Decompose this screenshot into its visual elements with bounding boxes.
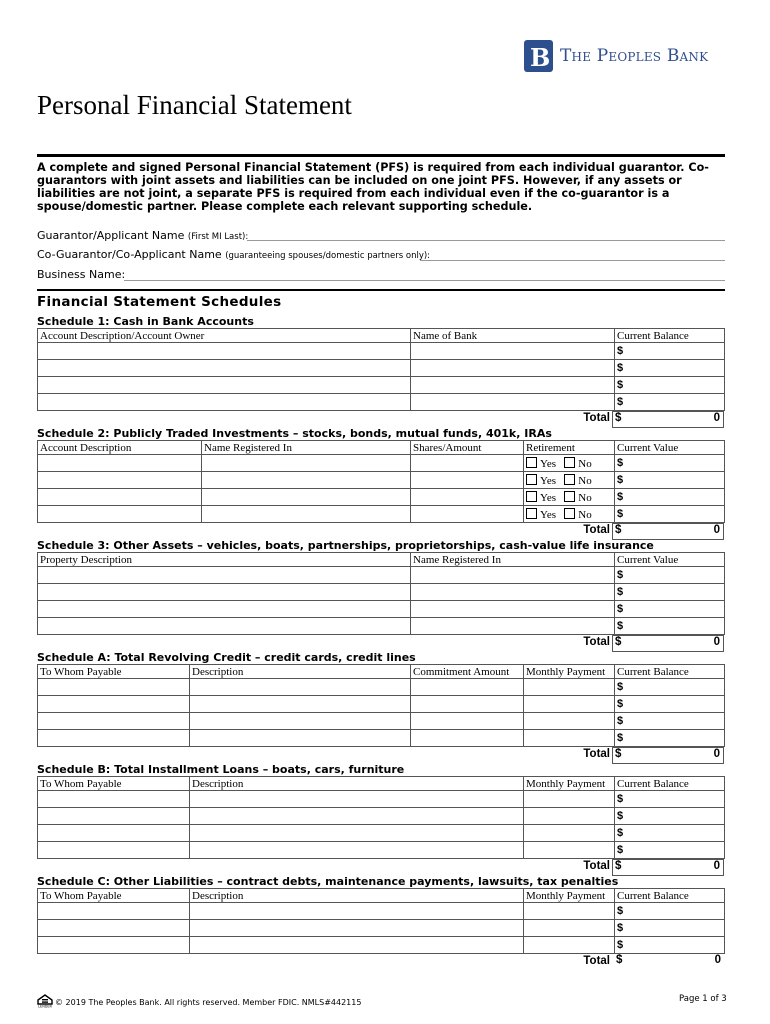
retirement-checkboxes[interactable]: Yes No <box>524 506 615 523</box>
column-header: Account Description <box>38 441 202 455</box>
schedule-a-table <box>37 664 724 763</box>
column-header: Account Description/Account Owner <box>38 329 411 343</box>
schedules-heading: Financial Statement Schedules <box>37 294 282 310</box>
table-row[interactable]: $ <box>38 730 725 747</box>
no-checkbox[interactable] <box>564 491 575 502</box>
schedule-3-table <box>37 552 724 651</box>
column-header: Current Balance <box>615 777 725 791</box>
table-row[interactable]: Yes No $ <box>38 472 725 489</box>
bank-logo <box>524 40 724 74</box>
no-checkbox[interactable] <box>564 474 575 485</box>
table-row[interactable]: $ <box>38 567 725 584</box>
table-row[interactable]: $ <box>38 920 725 937</box>
svg-text:LENDER: LENDER <box>38 1004 52 1008</box>
schedule-c-total: Total $ 0 <box>583 954 721 967</box>
guarantor-name-input[interactable] <box>247 240 725 241</box>
intro-text: A complete and signed Personal Financial Statement (PFS) is required from each individual guarantor. Co-guarantors with joint assets and liabilities can be included on one joint PFS. However, if any assets or liabilities are not joint, a separate PFS is required from each individual even if the co-guarantor is a spouse/domestic partner. Please complete each relevant supporting schedule. <box>37 161 709 213</box>
yes-checkbox[interactable] <box>526 491 537 502</box>
footer-copyright: LENDER © 2019 The Peoples Bank. All rights reserved. Member FDIC. NMLS#442115 <box>37 994 361 1008</box>
table-row[interactable]: $ <box>38 842 725 859</box>
table-row[interactable]: $ <box>38 343 725 360</box>
table-row[interactable]: $ <box>38 377 725 394</box>
column-header: Commitment Amount <box>411 665 524 679</box>
table-row[interactable]: $ <box>38 713 725 730</box>
business-name-label: Business Name: <box>37 268 126 281</box>
table-row[interactable]: $ <box>38 696 725 713</box>
column-header: Description <box>190 665 411 679</box>
table-row[interactable]: Yes No $ <box>38 489 725 506</box>
bank-logo-mark-icon: B <box>524 40 553 72</box>
column-header: Current Value <box>615 553 725 567</box>
column-header: Description <box>190 777 524 791</box>
no-checkbox[interactable] <box>564 508 575 519</box>
column-header: Current Balance <box>615 329 725 343</box>
retirement-checkboxes[interactable]: Yes No <box>524 489 615 506</box>
table-row[interactable]: $ <box>38 937 725 954</box>
column-header: Retirement <box>524 441 615 455</box>
column-header: Current Value <box>615 441 725 455</box>
table-row[interactable]: Yes No $ <box>38 455 725 472</box>
table-row[interactable]: $ <box>38 584 725 601</box>
equal-housing-lender-icon <box>37 994 53 1008</box>
table-row[interactable]: $ <box>38 618 725 635</box>
column-header: Shares/Amount <box>411 441 524 455</box>
title-divider <box>37 154 725 157</box>
page-number: Page 1 of 3 <box>679 994 727 1004</box>
bank-name: The Peoples Bank <box>560 46 709 66</box>
column-header: Current Balance <box>615 889 725 903</box>
schedule-c-title: Schedule C: Other Liabilities – contract debts, maintenance payments, lawsuits, tax penalties <box>37 875 619 888</box>
column-header: Name Registered In <box>202 441 411 455</box>
schedule-2-title: Schedule 2: Publicly Traded Investments – stocks, bonds, mutual funds, 401k, IRAs <box>37 427 552 440</box>
business-name-input[interactable] <box>124 280 725 281</box>
coguarantor-name-input[interactable] <box>420 260 725 261</box>
guarantor-name-label: Guarantor/Applicant Name (First MI Last): <box>37 229 249 242</box>
schedules-divider <box>37 289 725 291</box>
schedule-3-total: Total $ 0 <box>37 635 724 651</box>
schedule-c-table <box>37 888 724 970</box>
schedule-2-total: Total $ 0 <box>37 523 724 539</box>
column-header: To Whom Payable <box>38 777 190 791</box>
yes-checkbox[interactable] <box>526 474 537 485</box>
column-header: To Whom Payable <box>38 889 190 903</box>
table-row[interactable]: $ <box>38 394 725 411</box>
column-header: Property Description <box>38 553 411 567</box>
retirement-checkboxes[interactable]: Yes No <box>524 455 615 472</box>
table-row[interactable]: $ <box>38 360 725 377</box>
no-checkbox[interactable] <box>564 457 575 468</box>
table-row[interactable]: $ <box>38 679 725 696</box>
schedule-3-title: Schedule 3: Other Assets – vehicles, boats, partnerships, proprietorships, cash-value life insurance <box>37 539 654 552</box>
column-header: Name of Bank <box>411 329 615 343</box>
table-row[interactable]: $ <box>38 808 725 825</box>
table-row[interactable]: $ <box>38 791 725 808</box>
schedule-b-table <box>37 776 724 875</box>
coguarantor-name-label: Co-Guarantor/Co-Applicant Name (guaranteeing spouses/domestic partners only): <box>37 248 431 261</box>
schedule-2-table <box>37 440 724 539</box>
column-header: Monthly Payment <box>524 889 615 903</box>
schedule-1-title: Schedule 1: Cash in Bank Accounts <box>37 315 254 328</box>
column-header: Monthly Payment <box>524 777 615 791</box>
page-title: Personal Financial Statement <box>37 90 352 120</box>
table-row[interactable]: $ <box>38 903 725 920</box>
column-header: Description <box>190 889 524 903</box>
table-row[interactable]: $ <box>38 601 725 618</box>
yes-checkbox[interactable] <box>526 508 537 519</box>
column-header: To Whom Payable <box>38 665 190 679</box>
schedule-a-title: Schedule A: Total Revolving Credit – credit cards, credit lines <box>37 651 416 664</box>
table-row[interactable]: Yes No $ <box>38 506 725 523</box>
schedule-1-table <box>37 328 724 427</box>
schedule-a-total: Total $ 0 <box>37 747 724 763</box>
retirement-checkboxes[interactable]: Yes No <box>524 472 615 489</box>
column-header: Name Registered In <box>411 553 615 567</box>
schedule-b-title: Schedule B: Total Installment Loans – boats, cars, furniture <box>37 763 405 776</box>
column-header: Monthly Payment <box>524 665 615 679</box>
schedule-b-total: Total $ 0 <box>37 859 724 875</box>
yes-checkbox[interactable] <box>526 457 537 468</box>
column-header: Current Balance <box>615 665 725 679</box>
schedule-1-total: Total $ 0 <box>37 411 724 427</box>
table-row[interactable]: $ <box>38 825 725 842</box>
